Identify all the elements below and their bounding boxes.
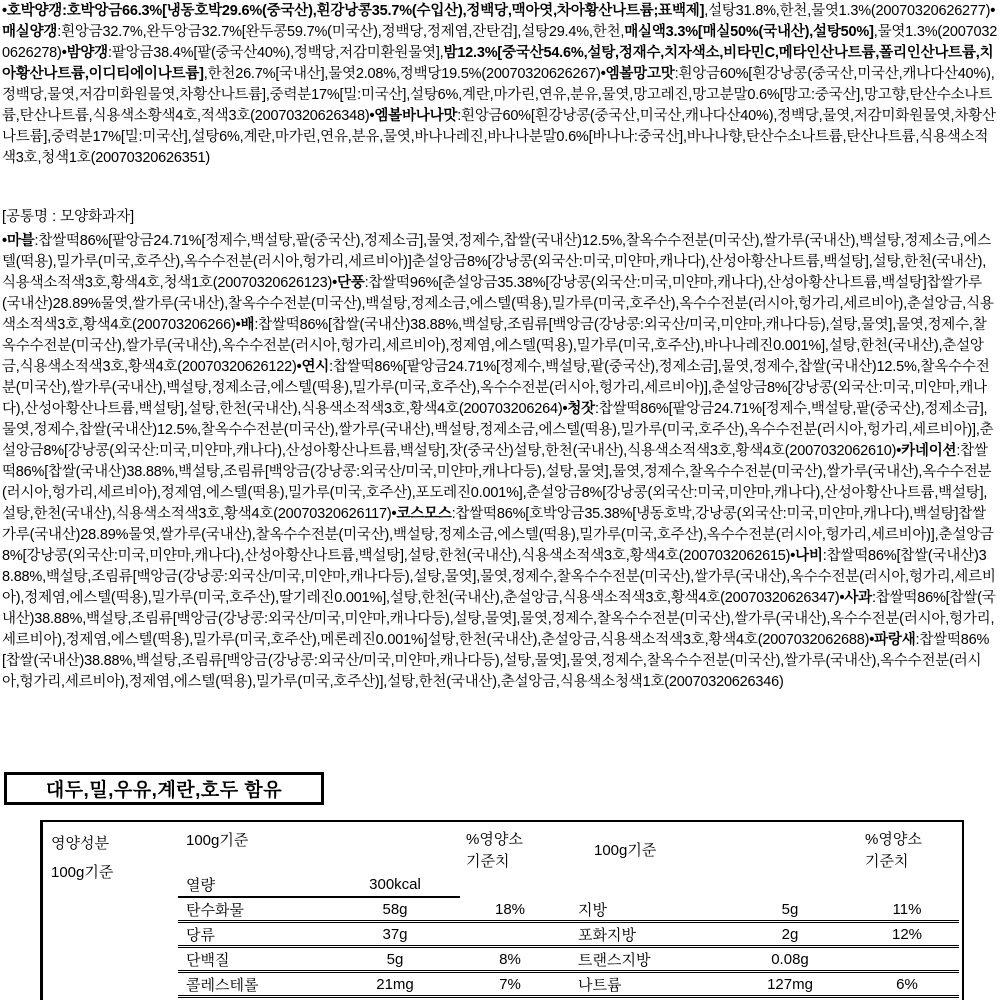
nutrition-row [178,923,962,948]
allergen-notice-text: 대두,밀,우유,계란,호두 함유 [45,780,283,801]
nutrient-amount: 37g [330,923,460,948]
header-daily-value-right: %영양소 기준치 [865,831,922,870]
header-daily-value-left: %영양소 기준치 [466,831,523,870]
nutrient-amount: 0.08g [725,948,855,973]
nutrient-name: 포화지방 [560,923,725,948]
nutrient-amount: 2g [725,923,855,948]
nutrition-facts-table [40,820,964,1000]
nutrition-table-main [178,822,962,1000]
corner-line1: 영양성분 [51,835,109,852]
nutrient-amount: 58g [330,898,460,923]
nutrition-row-energy [178,872,962,898]
nutrient-amount: 300kcal [330,872,460,898]
nutrient-name: 나트륨 [560,973,725,998]
nutrient-pct: 18% [460,898,560,923]
ingredients-paragraph-yanggaeng: •호박양갱:호박앙금66.3%[냉동호박29.6%(중국산),흰강낭콩35.7%(수입산),정백당,맥아엿,차아황산나트륨;표백제],설탕31.8%,한천,물엿1.3%(20070320626277)•매실양갱:흰앙금32.7%,완두앙금32.7%[완두콩59.7%(미국산),정백당,정제염,잔탄검],설탕29.4%,한천,매실액3.3%[매실50%(국내산),설탕50%],물엿1.3%(20070320626278)•밤양갱:팥앙금38.4%[팥(중국산40%),정백당,저감미환원물엿],밤12.3%[중국산54.6%,설탕,정재수,치자색소,비타민C,메타인산나트륨,폴리인산나트륨,치아황산나트륨,이디티에이나트륨],한천26.7%[국내산],물엿2.08%,정백당19.5%(20070320626267)•엠볼망고맛:흰앙금60%[흰강낭콩(중국산,미국산,캐나다산40%),정백당,물엿,저감미화원물엿,차황산나트륨],중력분17%[밀:미국산],설탕6%,계란,마가린,연유,분유,물엿,망고레진,망고분말0.6%[망고:중국산],망고향,탄산수소나트륨,탄산나트륨,식용색소황색4호,적색3호(20070320626348)•엠볼바나나맛:흰앙금60%[흰강낭콩(중국산,미국산,캐나다산40%),정백당,물엿,저감미화원물엿,차황산나트륨],중력분17%[밀:미국산],설탕6%,계란,마가린,연유,분유,물엿,바나나레진,바나나분말0.6%[바나나:중국산],바나나향,탄산수소나트륨,탄산나트륨,식용색소적색3호,청색1호(20070320626351) [2,3,998,166]
nutrient-name: 콜레스테롤 [178,973,330,998]
nutrient-amount: 127mg [725,973,855,998]
nutrient-pct: 7% [460,973,560,998]
nutrient-pct: 6% [855,973,959,998]
nutrient-amount: 21mg [330,973,460,998]
nutrient-name: 열량 [178,872,330,898]
header-per100g-left: 100g기준 [186,832,249,849]
corner-line2: 100g기준 [51,864,114,881]
nutrient-amount: 5g [330,948,460,973]
nutrient-name: 단백질 [178,948,330,973]
nutrient-name: 탄수화물 [178,898,330,923]
nutrient-name: 당류 [178,923,330,948]
nutrition-table-header-row [178,822,962,872]
nutrient-name: 트랜스지방 [560,948,725,973]
allergen-notice-box [4,772,324,805]
nutrient-name: 지방 [560,898,725,923]
header-per100g-right: 100g기준 [594,842,657,859]
nutrient-pct: 8% [460,948,560,973]
nutrition-row [178,948,962,973]
common-product-name: [공통명 : 모양화과자] [2,209,135,225]
nutrient-pct [855,948,959,973]
nutrition-row [178,898,962,923]
nutrient-pct: 12% [855,923,959,948]
ingredients-paragraph-hwagwaja: •마블:찹쌀떡86%[팥앙금24.71%[정제수,백설탕,팥(중국산),정제소금],물엿,정제수,찹쌀(국내산)12.5%,찰옥수수전분(미국산),쌀가루(국내산),백설탕,정제소금,에스텔(떡용),밀가루(미국,호주산),옥수수전분(러시아,헝가리,세르비아)]춘설앙금8%[강낭콩(외국산:미국,미얀마,캐나다),산성아황산나트륨,백설탕],설탕,한천(국내산),식용색소적색3호,황색4호,청색1호(20070320626123)•단풍:찹쌀떡96%[춘설앙금35.38%[강낭콩(외국산:미국,미얀마,캐나다),산성아황산나트륨,백설탕]찹쌀가루(국내산)28.89%물엿,쌀가루(국내산),찰옥수수전분(미국산),백설탕,정제소금,에스텔(떡용),밀가루(미국,호주산),옥수수전분(러시아,헝가리,세르비아),춘설앙금,식용색소적색3호,황색4호(200703206266)•배:찹쌀떡86%[찹쌀(국내산)38.88%,백설탕,조림류[백앙금(강낭콩:외국산/미국,미얀마,캐나다등),설탕,물엿],물엿,정제수,찰옥수수전분(미국산),쌀가루(국내산),옥수수전분(러시아,헝가리,세르비아),정제염,에스텔(떡용),밀가루(미국,호주산),바나나레진0.001%],설탕,한천(국내산),춘설앙금,식용색소적색3호,황색4호(20070320626122)•연시:찹쌀떡86%[팥앙금24.71%[정제수,백설탕,팥(중국산),정제소금],물엿,정제수,찹쌀(국내산)12.5%,찰옥수수전분(미국산),쌀가루(국내산),백설탕,정제소금,에스텔(떡용),밀가루(미국,호주산),옥수수전분(러시아,헝가리,세르비아)],춘설앙금8%[강낭콩(외국산:미국,미얀마,캐나다),산성아황산나트륨,백설탕],설탕,한천(국내산),식용색소적색3호,황색4호(200703206264)•청잣:찹쌀떡86%[팥앙금24.71%[정제수,백설탕,팥(중국산),정제소금],물엿,정제수,찹쌀(국내산)12.5%,찰옥수수전분(미국산),쌀가루(국내산),백설탕,정제소금,에스텔(떡용),밀가루(미국,호주산),옥수수전분(러시아,헝가리,세르비아)],춘설앙금8%[강낭콩(외국산:미국,미얀마,캐나다),산성아황산나트륨,백설탕],잣(중국산)설탕,한천(국내산),식용색소적색3호,황색4호(2007032062610)•카네이션:찹쌀떡86%[찹쌀(국내산)38.88%,백설탕,조림류[백앙금(강낭콩:외국산/미국,미얀마,캐나다등),설탕,물엿],물엿,정제수,찰옥수수전분(미국산),쌀가루(국내산),옥수수전분(러시아,헝가리,세르비아),정제염,에스텔(떡용),밀가루(미국,호주산),포도레진0.001%],춘설앙금8%[강낭콩(외국산:미국,미얀마,캐나다),산성아황산나트륨,백설탕],설탕,한천(국내산),식용색소적색3호,황색4호(20070320626117)•코스모스:찹쌀떡86%[호박앙금35.38%[냉동호박,강낭콩(외국산:미국,미얀마,캐나다),백설탕]찹쌀가루(국내산)28.89%물엿,쌀가루(국내산),찰옥수수전분(미국산),백설탕,정제소금,에스텔(떡용),밀가루(미국,호주산),옥수수전분(러시아,헝가리,세르비아)],춘설앙금8%[강낭콩(외국산:미국,미얀마,캐나다),산성아황산나트륨,백설탕],설탕,한천(국내산),식용색소적색3호,황색4호(2007032062615)•나비:찹쌀떡86%[찹쌀(국내산)38.88%,백설탕,조림류[백앙금(강낭콩:외국산/미국,미얀마,캐나다등),설탕,물엿],물엿,정제수,찰옥수수전분(미국산),쌀가루(국내산),옥수수전분(러시아,헝가리,세르비아),정제염,에스텔(떡용),밀가루(미국,호주산),딸기레진0.001%],설탕,한천(국내산),춘설앙금,식용색소적색3호,황색4호(20070320626347)•사과:찹쌀떡86%[찹쌀(국내산)38.88%,백설탕,조림류[백앙금(강낭콩:외국산/미국,미얀마,캐나다등),설탕,물엿],물엿,정제수,찰옥수수전분(미국산),쌀가루(국내산),옥수수전분(러시아,헝가리,세르비아),정제염,에스텔(떡용),밀가루(미국,호주산),메론레진0.001%]설탕,한천(국내산),춘설앙금,식용색소적색3호,황색4호(2007032062688)•파랑새:찹쌀떡86%[찹쌀(국내산)38.88%,백설탕,조림류[백앙금(강낭콩:외국산/미국,미얀마,캐나다등),설탕,물엿],물엿,정제수,찰옥수수전분(미국산),쌀가루(국내산),옥수수전분(러시아,헝가리,세르비아),정제염,에스텔(떡용),밀가루(미국,호주산)],설탕,한천(국내산),춘설앙금,식용색소청색1호(20070320626346) [2,233,996,690]
nutrient-amount: 5g [725,898,855,923]
nutrition-row [178,973,962,998]
nutrition-table-corner-label [43,822,178,1000]
nutrient-pct: 11% [855,898,959,923]
nutrient-pct [460,923,560,948]
